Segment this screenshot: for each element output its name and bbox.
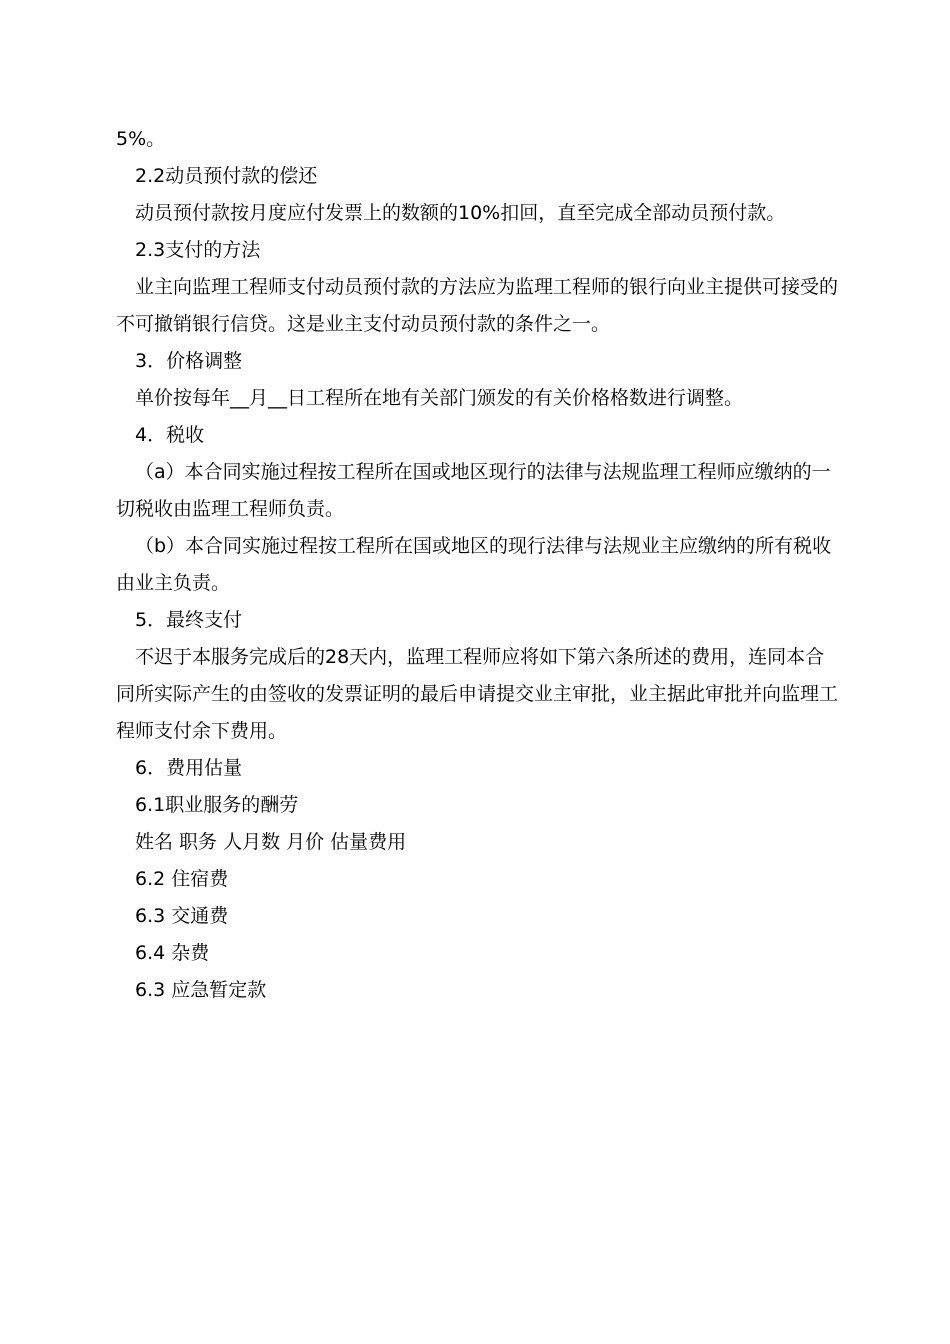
item-6-4: 6.4 杂费 bbox=[135, 942, 210, 964]
paragraph-4a: （a）本合同实施过程按工程所在国或地区现行的法律与法规监理工程师应缴纳的一切税收由监理工程师负责。 bbox=[116, 461, 831, 520]
paragraph-3: 单价按每年__月__日工程所在地有关部门颁发的有关价格格数进行调整。 bbox=[135, 387, 744, 409]
item-6-3-transport: 6.3 交通费 bbox=[135, 905, 229, 927]
heading-6-1: 6.1职业服务的酬劳 bbox=[135, 794, 299, 816]
paragraph-5: 不迟于本服务完成后的28天内，监理工程师应将如下第六条所述的费用，连同本合同所实际产生的由签收的发票证明的最后申请提交业主审批，业主据此审批并向监理工程师支付余下费用。 bbox=[116, 646, 839, 742]
heading-2-3: 2.3支付的方法 bbox=[135, 239, 261, 261]
item-6-2: 6.2 住宿费 bbox=[135, 868, 229, 890]
heading-4: 4．税收 bbox=[135, 424, 205, 446]
fee-table-header: 姓名 职务 人月数 月价 估量费用 bbox=[135, 831, 407, 853]
paragraph-2-3: 业主向监理工程师支付动员预付款的方法应为监理工程师的银行向业主提供可接受的不可撤销银行信贷。这是业主支付动员预付款的条件之一。 bbox=[116, 276, 839, 335]
heading-5: 5．最终支付 bbox=[135, 609, 243, 631]
item-6-3-contingency: 6.3 应急暂定款 bbox=[135, 979, 267, 1001]
heading-6: 6．费用估量 bbox=[135, 757, 243, 779]
paragraph-2-2: 动员预付款按月度应付发票上的数额的10%扣回，直至完成全部动员预付款。 bbox=[135, 202, 786, 224]
heading-2-2: 2.2动员预付款的偿还 bbox=[135, 165, 318, 187]
heading-3: 3．价格调整 bbox=[135, 350, 243, 372]
paragraph-percent-tail: 5%。 bbox=[116, 128, 166, 150]
paragraph-4b: （b）本合同实施过程按工程所在国或地区的现行法律与法规业主应缴纳的所有税收由业主负责。 bbox=[116, 535, 832, 594]
